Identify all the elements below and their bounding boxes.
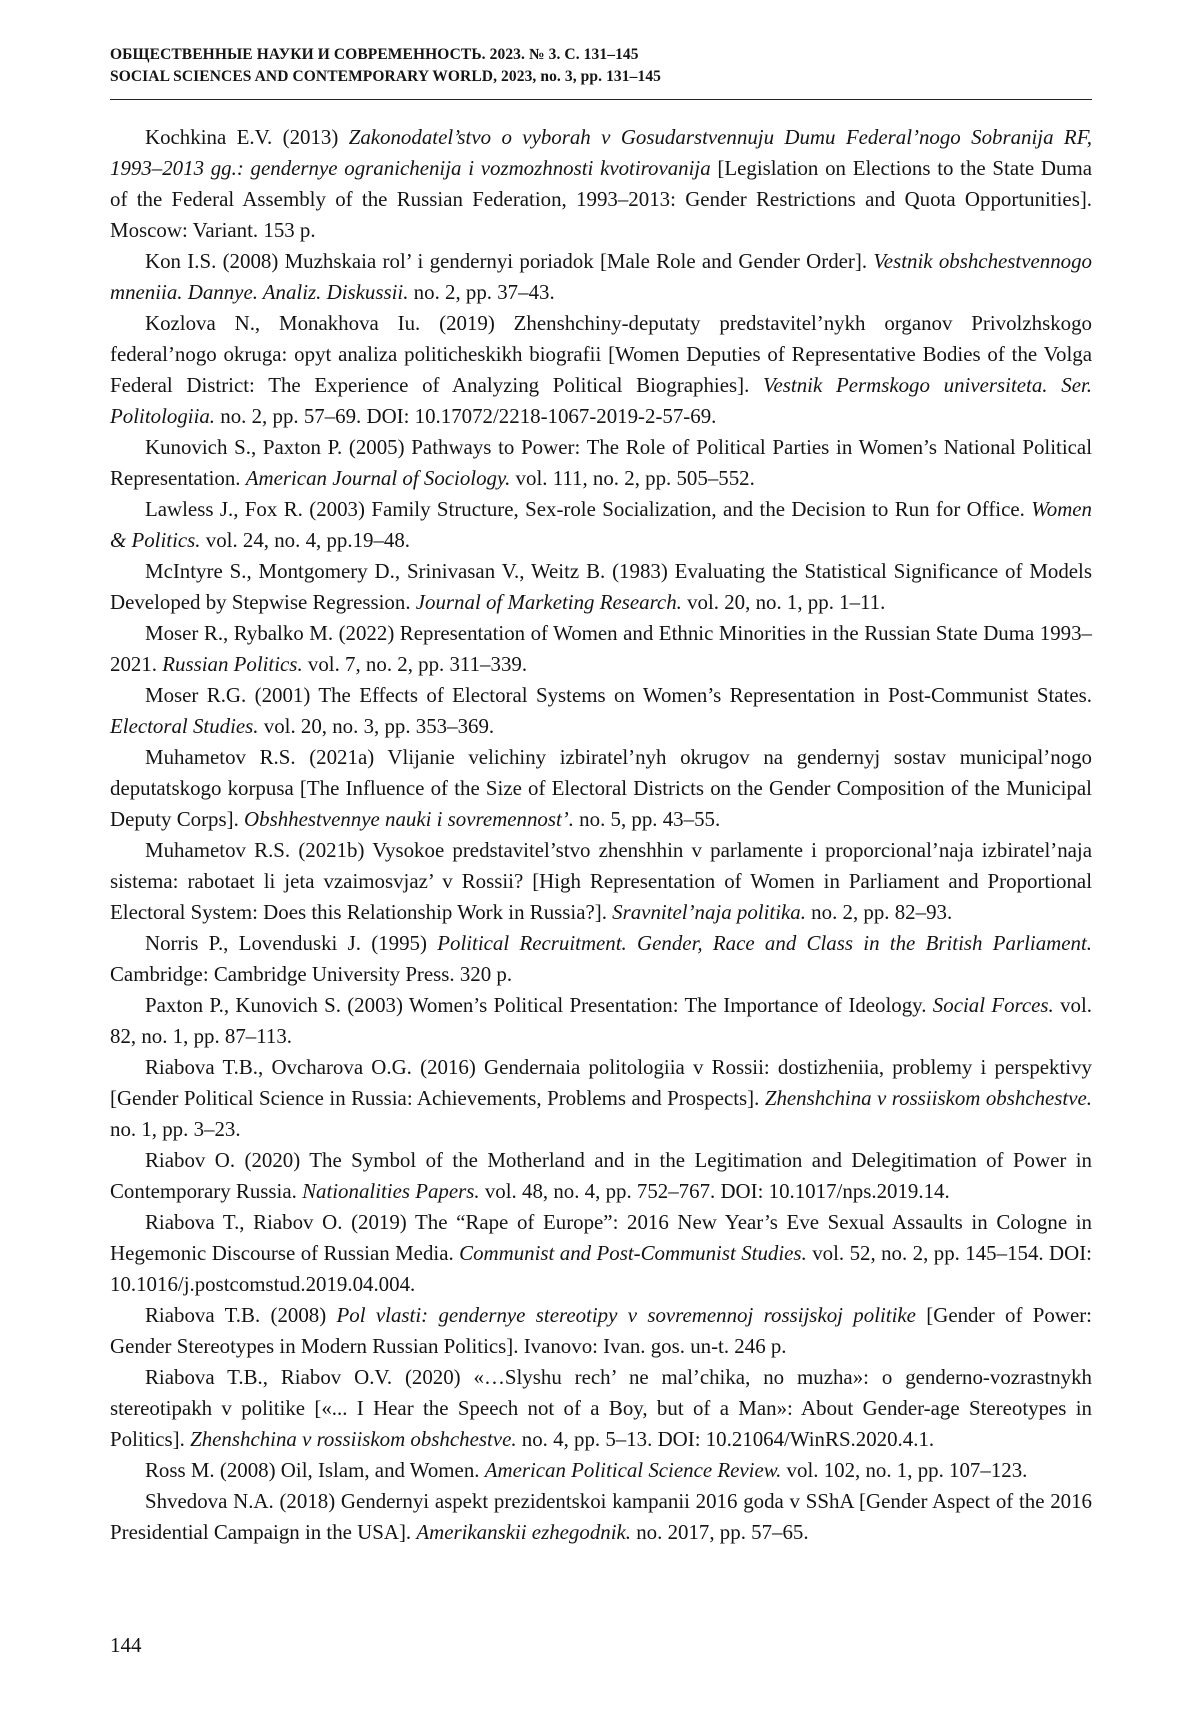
reference-entry bbox=[110, 618, 1092, 680]
reference-text: Kunovich S., Paxton P. (2005) Pathways to Power: The Role of Political Parties in Women’s National Political Representation. bbox=[110, 435, 1092, 490]
reference-entry bbox=[110, 835, 1092, 928]
reference-entry bbox=[110, 680, 1092, 742]
reference-details: no. 4, pp. 5–13. DOI: 10.21064/WinRS.2020.4.1. bbox=[516, 1427, 935, 1451]
reference-details: [Gender of Power: Gender Stereotypes in Modern Russian Politics]. Ivanovo: Ivan. gos. un-t. 246 p. bbox=[110, 1303, 1092, 1358]
reference-text: Moser R., Rybalko M. (2022) Representation of Women and Ethnic Minorities in the Russian State Duma 1993–2021. bbox=[110, 621, 1092, 676]
journal-header-en: SOCIAL SCIENCES AND CONTEMPORARY WORLD, 2023, no. 3, pp. 131–145 bbox=[110, 68, 662, 85]
reference-details: vol. 82, no. 1, pp. 87–113. bbox=[110, 993, 1093, 1048]
reference-source: American Political Science Review. bbox=[484, 1458, 782, 1482]
reference-source: Zakonodatel’stvo o vyborah v Gosudarstvennuju Dumu Federal’nogo Sobranija RF, 1993–2013 gg.: gendernye ogranichenija i vozmozhnosti kvotirovanija bbox=[110, 125, 1092, 180]
reference-entry bbox=[110, 1300, 1092, 1362]
reference-text: Kon I.S. (2008) Muzhskaia rol’ i gendernyi poriadok [Male Role and Gender Order]. bbox=[145, 249, 874, 273]
reference-details: vol. 52, no. 2, pp. 145–154. DOI: 10.1016/j.postcomstud.2019.04.004. bbox=[110, 1241, 1092, 1296]
reference-text: Paxton P., Kunovich S. (2003) Women’s Political Presentation: The Importance of Ideology. bbox=[145, 993, 933, 1017]
reference-text: Riabov O. (2020) The Symbol of the Motherland and in the Legitimation and Delegitimation of Power in Contemporary Russia. bbox=[110, 1148, 1092, 1203]
reference-entry bbox=[110, 556, 1092, 618]
reference-details: no. 2, pp. 57–69. DOI: 10.17072/2218-1067-2019-2-57-69. bbox=[215, 404, 717, 428]
reference-source: Vestnik obshchestvennogo mneniia. Dannye. Analiz. Diskussii. bbox=[110, 249, 1092, 304]
reference-details: vol. 48, no. 4, pp. 752–767. DOI: 10.1017/nps.2019.14. bbox=[479, 1179, 950, 1203]
reference-details: no. 2, pp. 37–43. bbox=[408, 280, 555, 304]
reference-entry bbox=[110, 246, 1092, 308]
reference-text: Shvedova N.A. (2018) Gendernyi aspekt prezidentskoi kampanii 2016 goda v SShA [Gender Aspect of the 2016 Presidential Campaign in the USA]. bbox=[110, 1489, 1092, 1544]
reference-source: Journal of Marketing Research. bbox=[415, 590, 682, 614]
reference-source: Women & Politics. bbox=[110, 497, 1092, 552]
reference-source: Communist and Post-Communist Studies. bbox=[459, 1241, 807, 1265]
journal-header bbox=[110, 44, 1092, 88]
reference-text: Kozlova N., Monakhova Iu. (2019) Zhenshchiny-deputaty predstavitel’nykh organov Privolzhskogo federal’nogo okruga: opyt analiza politicheskikh biografii [Women Deputies of Representative Bodies of the Volga Federal District: The Experience of Analyzing Political Biographies]. bbox=[110, 311, 1092, 397]
reference-text: Moser R.G. (2001) The Effects of Electoral Systems on Women’s Representation in Post-Communist States. bbox=[145, 683, 1092, 707]
reference-text: McIntyre S., Montgomery D., Srinivasan V., Weitz B. (1983) Evaluating the Statistical Significance of Models Developed by Stepwise Regression. bbox=[110, 559, 1092, 614]
reference-entry bbox=[110, 742, 1092, 835]
reference-details: vol. 20, no. 1, pp. 1–11. bbox=[681, 590, 886, 614]
reference-details: vol. 20, no. 3, pp. 353–369. bbox=[258, 714, 495, 738]
reference-text: Lawless J., Fox R. (2003) Family Structure, Sex-role Socialization, and the Decision to Run for Office. bbox=[145, 497, 1032, 521]
reference-entry bbox=[110, 928, 1092, 990]
reference-details: no. 2017, pp. 57–65. bbox=[631, 1520, 809, 1544]
reference-source: Electoral Studies. bbox=[110, 714, 259, 738]
reference-source: Sravnitel’naja politika. bbox=[612, 900, 806, 924]
reference-source: Zhenshchina v rossiiskom obshchestve. bbox=[190, 1427, 517, 1451]
reference-entry bbox=[110, 1207, 1092, 1300]
reference-entry bbox=[110, 1362, 1092, 1455]
reference-entry bbox=[110, 1052, 1092, 1145]
reference-source: Social Forces. bbox=[932, 993, 1054, 1017]
header-divider bbox=[110, 99, 1092, 100]
reference-text: Muhametov R.S. (2021b) Vysokoe predstavitel’stvo zhenshhin v parlamente i proporcional’naja izbiratel’naja sistema: rabotaet li jeta vzaimosvjaz’ v Rossii? [High Representation of Women in Parliament and Proportional Electoral System: Does this Relationship Work in Russia?]. bbox=[110, 838, 1092, 924]
reference-text: Riabova T.B. (2008) bbox=[145, 1303, 337, 1327]
reference-source: Zhenshchina v rossiiskom obshchestve. bbox=[764, 1086, 1093, 1110]
reference-entry bbox=[110, 1145, 1092, 1207]
reference-details: vol. 24, no. 4, pp.19–48. bbox=[200, 528, 411, 552]
reference-entry bbox=[110, 122, 1092, 246]
reference-details: no. 1, pp. 3–23. bbox=[110, 1117, 241, 1141]
reference-text: Kochkina E.V. (2013) bbox=[145, 125, 349, 149]
reference-details: no. 5, pp. 43–55. bbox=[573, 807, 721, 831]
reference-source: Russian Politics. bbox=[162, 652, 303, 676]
reference-text: Riabova T.B., Ovcharova O.G. (2016) Gendernaia politologiia v Rossii: dostizheniia, problemy i perspektivy [Gender Political Science in Russia: Achievements, Problems and Prospects]. bbox=[110, 1055, 1092, 1110]
reference-text: Riabova T.B., Riabov O.V. (2020) «…Slyshu rech’ ne mal’chika, no muzha»: o genderno-vozrastnykh stereotipakh v politike [«... I Hear the Speech not of a Boy, but of a Man»: About Gender-age Stereotypes in Politics]. bbox=[110, 1365, 1092, 1451]
reference-entry bbox=[110, 1486, 1092, 1548]
reference-list bbox=[110, 122, 1092, 1548]
reference-details: [Legislation on Elections to the State Duma of the Federal Assembly of the Russian Federation, 1993–2013: Gender Restrictions and Quota Opportunities]. Moscow: Variant. 153 p. bbox=[110, 156, 1092, 242]
reference-entry bbox=[110, 990, 1092, 1052]
reference-entry bbox=[110, 308, 1092, 432]
reference-source: American Journal of Sociology. bbox=[245, 466, 511, 490]
page-number: 144 bbox=[110, 1633, 142, 1657]
reference-text: Norris P., Lovenduski J. (1995) bbox=[145, 931, 438, 955]
reference-details: vol. 102, no. 1, pp. 107–123. bbox=[781, 1458, 1028, 1482]
reference-details: no. 2, pp. 82–93. bbox=[805, 900, 953, 924]
reference-entry bbox=[110, 494, 1092, 556]
reference-details: Cambridge: Cambridge University Press. 320 p. bbox=[110, 962, 513, 986]
journal-header-ru: ОБЩЕСТВЕННЫЕ НАУКИ И СОВРЕМЕННОСТЬ. 2023. № 3. С. 131–145 bbox=[110, 46, 639, 63]
reference-entry bbox=[110, 432, 1092, 494]
reference-details: vol. 7, no. 2, pp. 311–339. bbox=[302, 652, 528, 676]
reference-text: Ross M. (2008) Oil, Islam, and Women. bbox=[145, 1458, 485, 1482]
reference-details: vol. 111, no. 2, pp. 505–552. bbox=[510, 466, 755, 490]
reference-source: Amerikanskii ezhegodnik. bbox=[416, 1520, 632, 1544]
reference-source: Pol vlasti: gendernye stereotipy v sovremennoj rossijskoj politike bbox=[336, 1303, 916, 1327]
reference-source: Obshhestvennye nauki i sovremennost’. bbox=[244, 807, 574, 831]
reference-source: Nationalities Papers. bbox=[302, 1179, 480, 1203]
reference-source: Political Recruitment. Gender, Race and Class in the British Parliament. bbox=[437, 931, 1092, 955]
reference-text: Muhametov R.S. (2021a) Vlijanie velichiny izbiratel’nyh okrugov na gendernyj sostav municipal’nogo deputatskogo korpusa [The Influence of the Size of Electoral Districts on the Gender Composition of the Municipal Deputy Corps]. bbox=[110, 745, 1092, 831]
reference-source: Vestnik Permskogo universiteta. Ser. Politologiia. bbox=[110, 373, 1093, 428]
reference-entry bbox=[110, 1455, 1092, 1486]
reference-text: Riabova T., Riabov O. (2019) The “Rape of Europe”: 2016 New Year’s Eve Sexual Assaults in Cologne in Hegemonic Discourse of Russian Media. bbox=[110, 1210, 1092, 1265]
